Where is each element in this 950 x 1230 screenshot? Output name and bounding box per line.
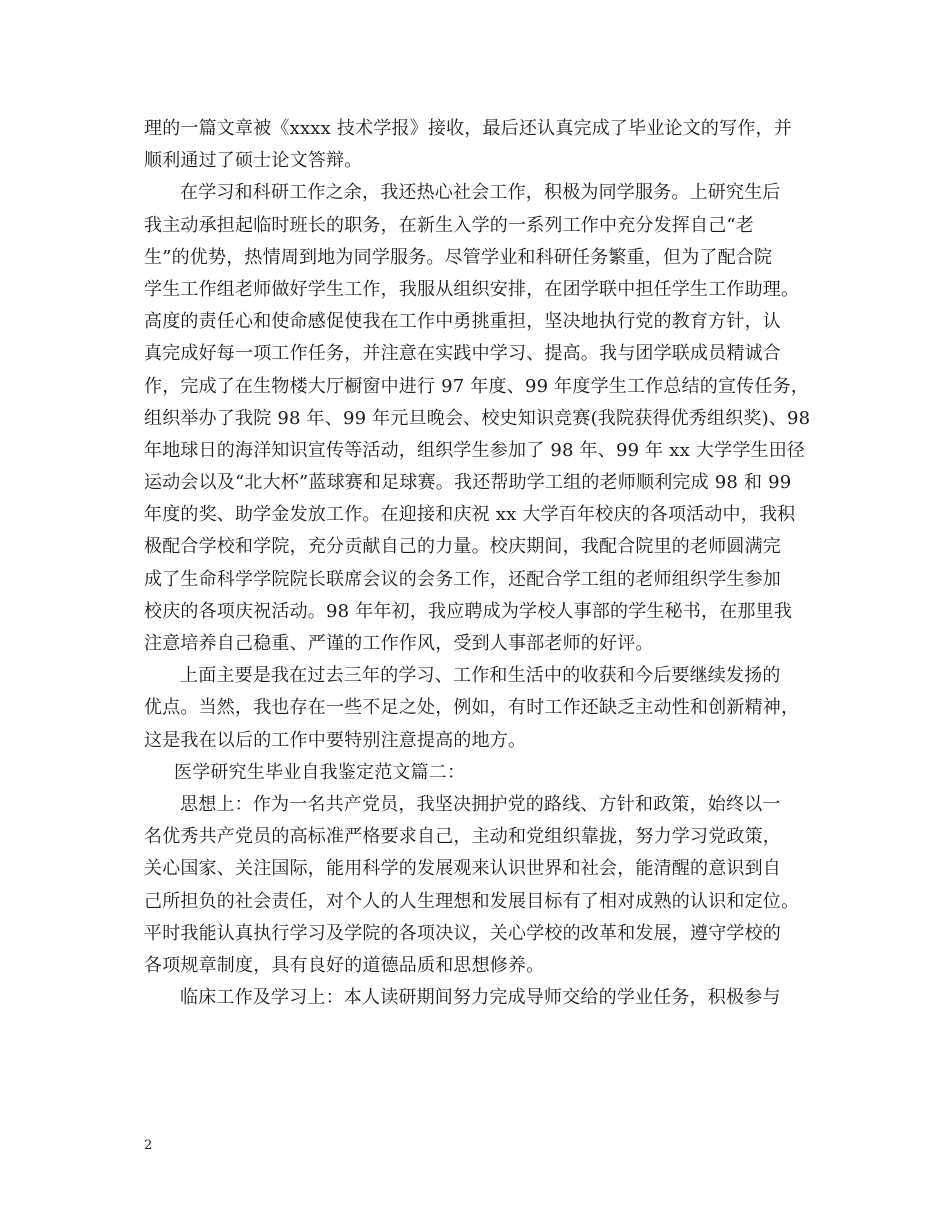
text-line: 己所担负的社会责任，对个人的人生理想和发展目标有了相对成熟的认识和定位。 [144, 890, 800, 912]
text-line: 思想上：作为一名共产党员，我坚决拥护党的路线、方针和政策，始终以一 [180, 793, 781, 815]
text-line: 年地球日的海洋知识宣传等活动，组织学生参加了 98 年、99 年 xx 大学学生田径 [144, 439, 806, 461]
text-line: 上面主要是我在过去三年的学习、工作和生活中的收获和今后要继续发扬的 [180, 665, 781, 687]
text-line: 这是我在以后的工作中要特别注意提高的地方。 [144, 729, 527, 751]
text-line: 关心国家、关注国际，能用科学的发展观来认识世界和社会，能清醒的意识到自 [144, 858, 781, 880]
text-line: 组织举办了我院 98 年、99 年元旦晚会、校史知识竞赛(我院获得优秀组织奖)、98 [144, 407, 811, 429]
text-line: 校庆的各项庆祝活动。98 年年初，我应聘成为学校人事部的学生秘书，在那里我 [144, 600, 793, 622]
text-line: 在学习和科研工作之余，我还热心社会工作，积极为同学服务。上研究生后 [180, 182, 781, 204]
text-line: 真完成好每一项工作任务，并注意在实践中学习、提高。我与团学联成员精诚合 [144, 343, 781, 365]
text-line: 理的一篇文章被《xxxx 技术学报》接收，最后还认真完成了毕业论文的写作，并 [144, 118, 792, 139]
text-line: 生”的优势，热情周到地为同学服务。尽管学业和科研任务繁重，但为了配合院 [144, 246, 773, 268]
text-line: 名优秀共产党员的高标准严格要求自己，主动和党组织靠拢，努力学习党政策， [144, 826, 781, 848]
text-line: 学生工作组老师做好学生工作，我服从组织安排，在团学联中担任学生工作助理。 [144, 278, 800, 300]
section-heading: 医学研究生毕业自我鉴定范文篇二： [174, 761, 466, 783]
text-line: 成了生命科学学院院长联席会议的会务工作，还配合学工组的老师组织学生参加 [144, 568, 781, 590]
text-line: 临床工作及学习上：本人读研期间努力完成导师交给的学业任务，积极参与 [180, 987, 781, 1009]
text-line: 平时我能认真执行学习及学院的各项决议，关心学校的改革和发展，遵守学校的 [144, 922, 781, 944]
text-line: 高度的责任心和使命感促使我在工作中勇挑重担，坚决地执行党的教育方针，认 [144, 311, 781, 333]
text-line: 极配合学校和学院，充分贡献自己的力量。校庆期间，我配合院里的老师圆满完 [144, 536, 781, 558]
text-line: 运动会以及“北大杯”蓝球赛和足球赛。我还帮助学工组的老师顺利完成 98 和 99 [144, 472, 792, 494]
text-line: 注意培养自己稳重、严谨的工作作风，受到人事部老师的好评。 [144, 633, 654, 654]
document-body [144, 113, 811, 1014]
text-line: 优点。当然，我也存在一些不足之处，例如，有时工作还缺乏主动性和创新精神， [144, 697, 800, 719]
page-number: 2 [144, 1138, 153, 1153]
text-line: 作，完成了在生物楼大厅橱窗中进行 97 年度、99 年度学生工作总结的宣传任务， [144, 375, 809, 397]
text-line: 我主动承担起临时班长的职务，在新生入学的一系列工作中充分发挥自己“老 [144, 214, 754, 236]
text-line: 顺利通过了硕士论文答辩。 [144, 150, 363, 172]
text-line: 年度的奖、助学金发放工作。在迎接和庆祝 xx 大学百年校庆的各项活动中，我积 [144, 504, 796, 526]
text-line: 各项规章制度，具有良好的道德品质和思想修养。 [144, 954, 545, 976]
